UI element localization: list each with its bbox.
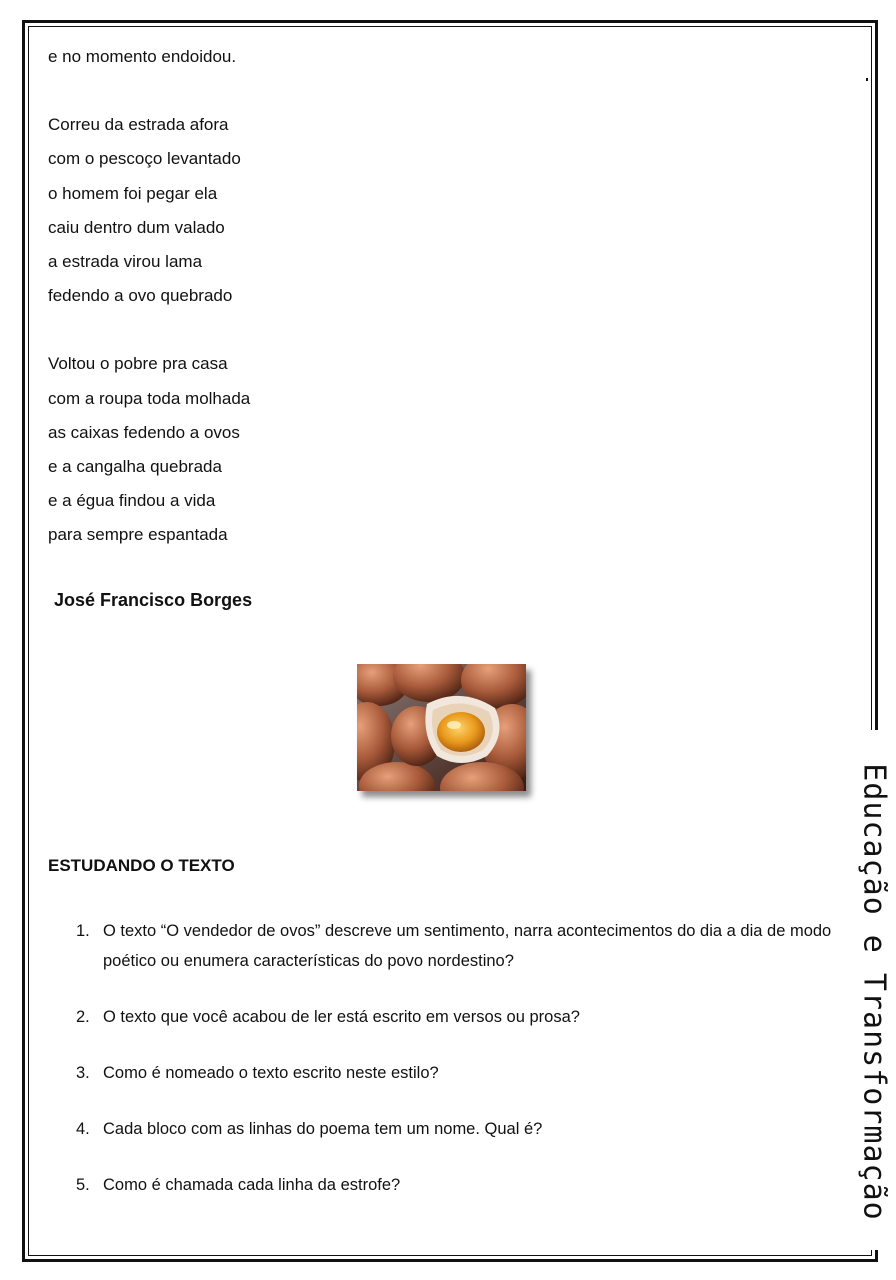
- poem-line: e a cangalha quebrada: [48, 457, 222, 477]
- question-list: [76, 916, 856, 1226]
- stray-mark: [866, 78, 868, 81]
- question-text: Como é nomeado o texto escrito neste estilo?: [103, 1064, 439, 1082]
- question-text: O texto “O vendedor de ovos” descreve um sentimento, narra acontecimentos do dia a dia de modo poético ou enumera características do povo nordestino?: [103, 922, 832, 970]
- question-text: Cada bloco com as linhas do poema tem um nome. Qual é?: [103, 1120, 543, 1138]
- poem-line: caiu dentro dum valado: [48, 217, 225, 237]
- poem-line: Voltou o pobre pra casa: [48, 354, 228, 374]
- question-text: Como é chamada cada linha da estrofe?: [103, 1176, 401, 1194]
- poem-line: e a égua findou a vida: [48, 491, 216, 511]
- question-text: O texto que você acabou de ler está escrito em versos ou prosa?: [103, 1008, 580, 1026]
- poem-line: o homem foi pegar ela: [48, 183, 218, 203]
- question-number: 5.: [76, 1176, 90, 1194]
- poem-line: para sempre espantada: [48, 525, 228, 545]
- question-number: 4.: [76, 1120, 90, 1138]
- section-title: ESTUDANDO O TEXTO: [48, 856, 235, 875]
- question-item: [76, 1170, 856, 1200]
- question-item: [76, 1114, 856, 1144]
- question-item: [76, 916, 856, 976]
- side-label: Educação e Transformação: [856, 763, 892, 1221]
- eggs-photo: [357, 664, 526, 791]
- poem-line: e no momento endoidou.: [48, 47, 237, 66]
- poem-line: fedendo a ovo quebrado: [48, 286, 233, 306]
- question-number: 3.: [76, 1064, 90, 1082]
- poem-author: José Francisco Borges: [54, 589, 253, 610]
- stanza-2: [48, 108, 848, 313]
- poem-line: Correu da estrada afora: [48, 115, 229, 135]
- stanza-1: [48, 40, 848, 74]
- poem-line: a estrada virou lama: [48, 252, 203, 272]
- question-item: [76, 1002, 856, 1032]
- poem: [48, 40, 848, 617]
- question-number: 1.: [76, 922, 90, 940]
- question-item: [76, 1058, 856, 1088]
- stanza-3: [48, 347, 848, 552]
- poem-line: com o pescoço levantado: [48, 149, 241, 169]
- poem-line: com a roupa toda molhada: [48, 388, 251, 408]
- poem-line: as caixas fedendo a ovos: [48, 422, 240, 442]
- question-number: 2.: [76, 1008, 90, 1026]
